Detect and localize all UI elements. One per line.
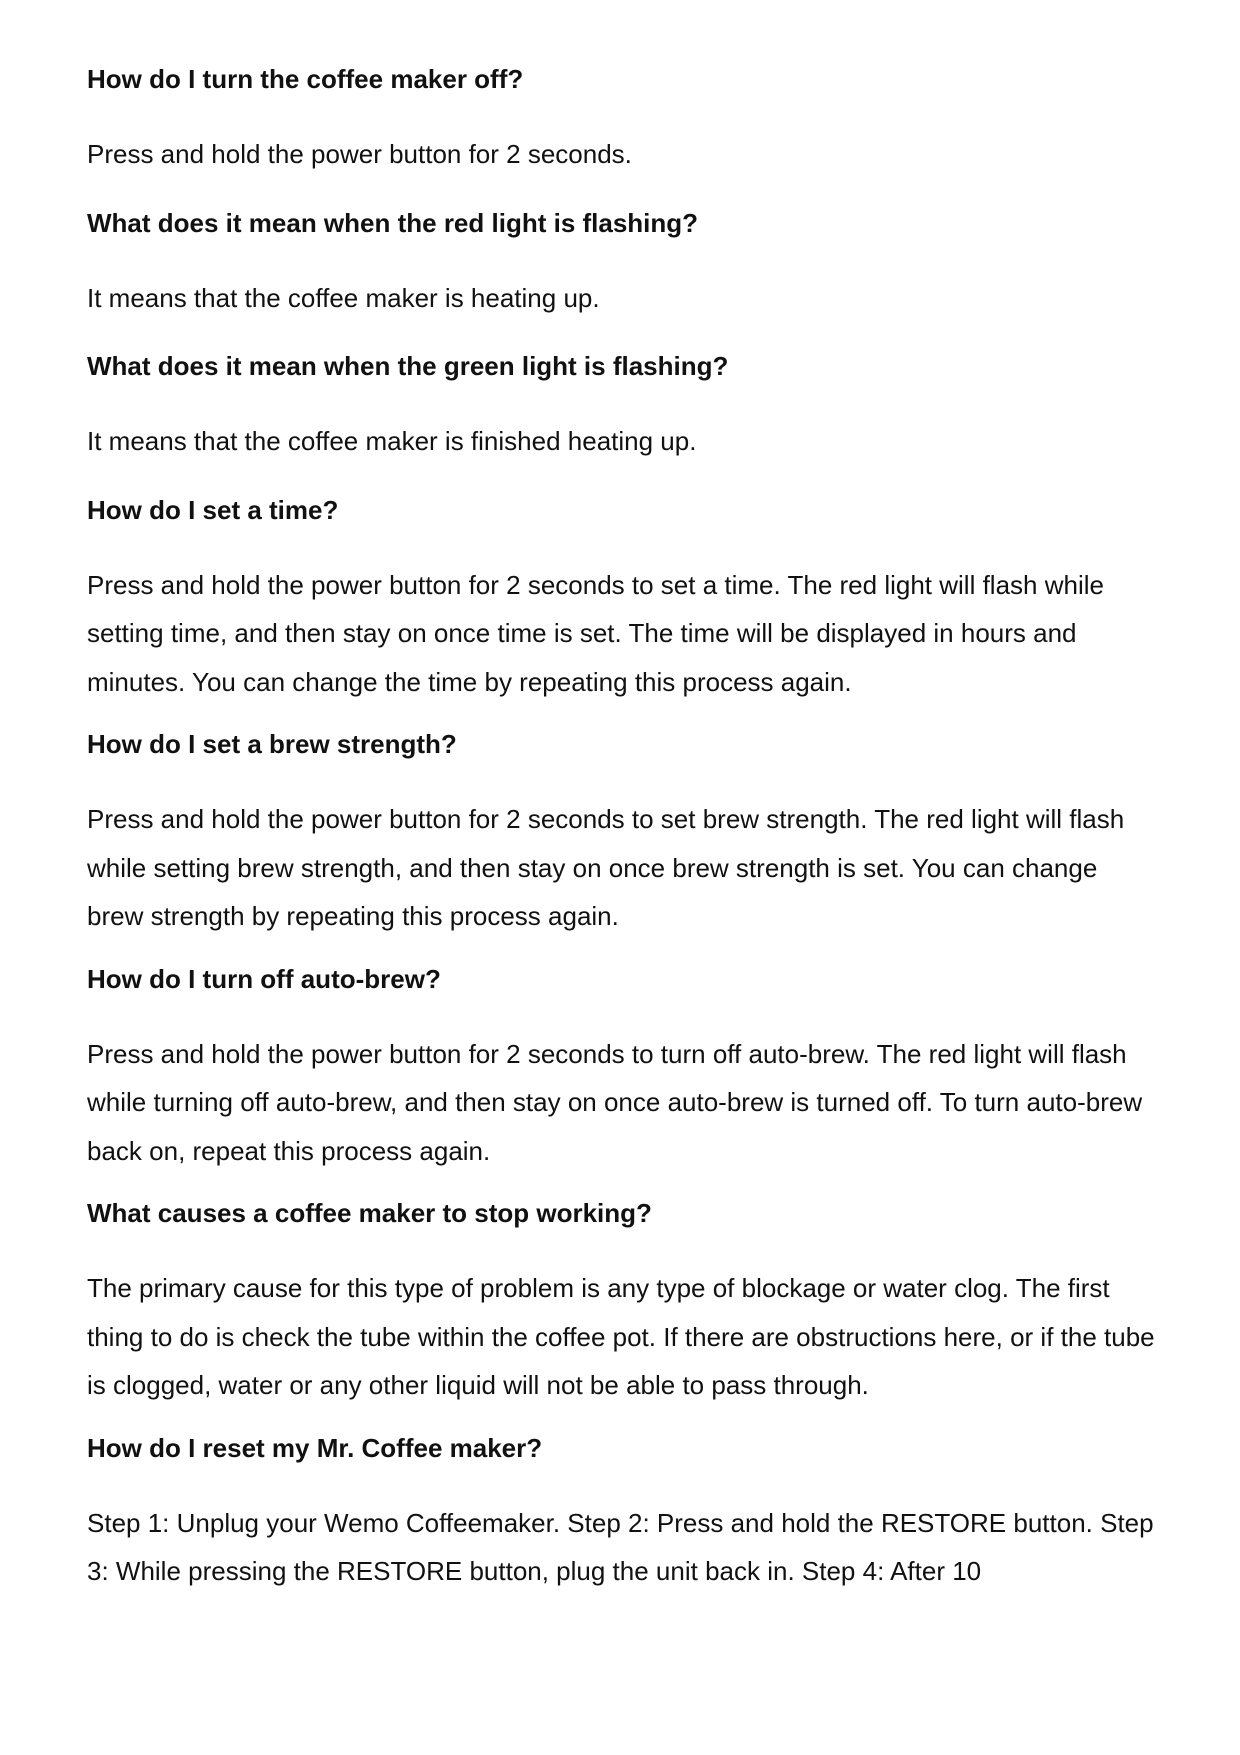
faq-question: How do I turn off auto-brew?	[87, 963, 441, 994]
faq-answer: Press and hold the power button for 2 seconds to turn off auto-brew. The red light will flash while turning off auto-brew, and then stay on once auto-brew is turned off. To turn auto-brew back on, repeat this process again.	[87, 1038, 1143, 1166]
faq-answer: Press and hold the power button for 2 seconds to set brew strength. The red light will flash while setting brew strength, and then stay on once brew strength is set. You can change brew strength by repeating this process again.	[87, 804, 1125, 931]
faq-answer: It means that the coffee maker is heating up.	[87, 282, 600, 313]
faq-item	[87, 62, 1155, 179]
faq-item	[87, 493, 1155, 707]
faq-answer: Step 1: Unplug your Wemo Coffeemaker. Step 2: Press and hold the RESTORE button. Step 3: While pressing the RESTORE button, plug the unit back in. Step 4: After 10	[87, 1507, 1154, 1586]
faq-answer: It means that the coffee maker is finished heating up.	[87, 426, 697, 456]
faq-question: What causes a coffee maker to stop working?	[87, 1198, 652, 1228]
faq-item	[87, 206, 1155, 323]
faq-answer: Press and hold the power button for 2 seconds to set a time. The red light will flash while setting time, and then stay on once time is set. The time will be displayed in hours and minutes. You can change the time by repeating this process again.	[87, 569, 1104, 697]
faq-answer: The primary cause for this type of problem is any type of blockage or water clog. The first thing to do is check the tube within the coffee pot. If there are obstructions here, or if the tube is clogged, water or any other liquid will not be able to pass through.	[87, 1273, 1155, 1400]
faq-item	[87, 962, 1155, 1176]
faq-item	[87, 727, 1155, 941]
faq-item	[87, 1196, 1155, 1410]
faq-question: What does it mean when the red light is flashing?	[87, 207, 699, 238]
faq-question: How do I turn the coffee maker off?	[87, 64, 524, 94]
faq-question: How do I set a time?	[87, 494, 339, 525]
faq-question: How do I set a brew strength?	[87, 729, 457, 759]
faq-item	[87, 349, 1155, 466]
faq-question: What does it mean when the green light is flashing?	[87, 351, 729, 381]
faq-answer: Press and hold the power button for 2 seconds.	[87, 139, 632, 169]
faq-question: How do I reset my Mr. Coffee maker?	[87, 1432, 543, 1463]
faq-item	[87, 1431, 1155, 1596]
